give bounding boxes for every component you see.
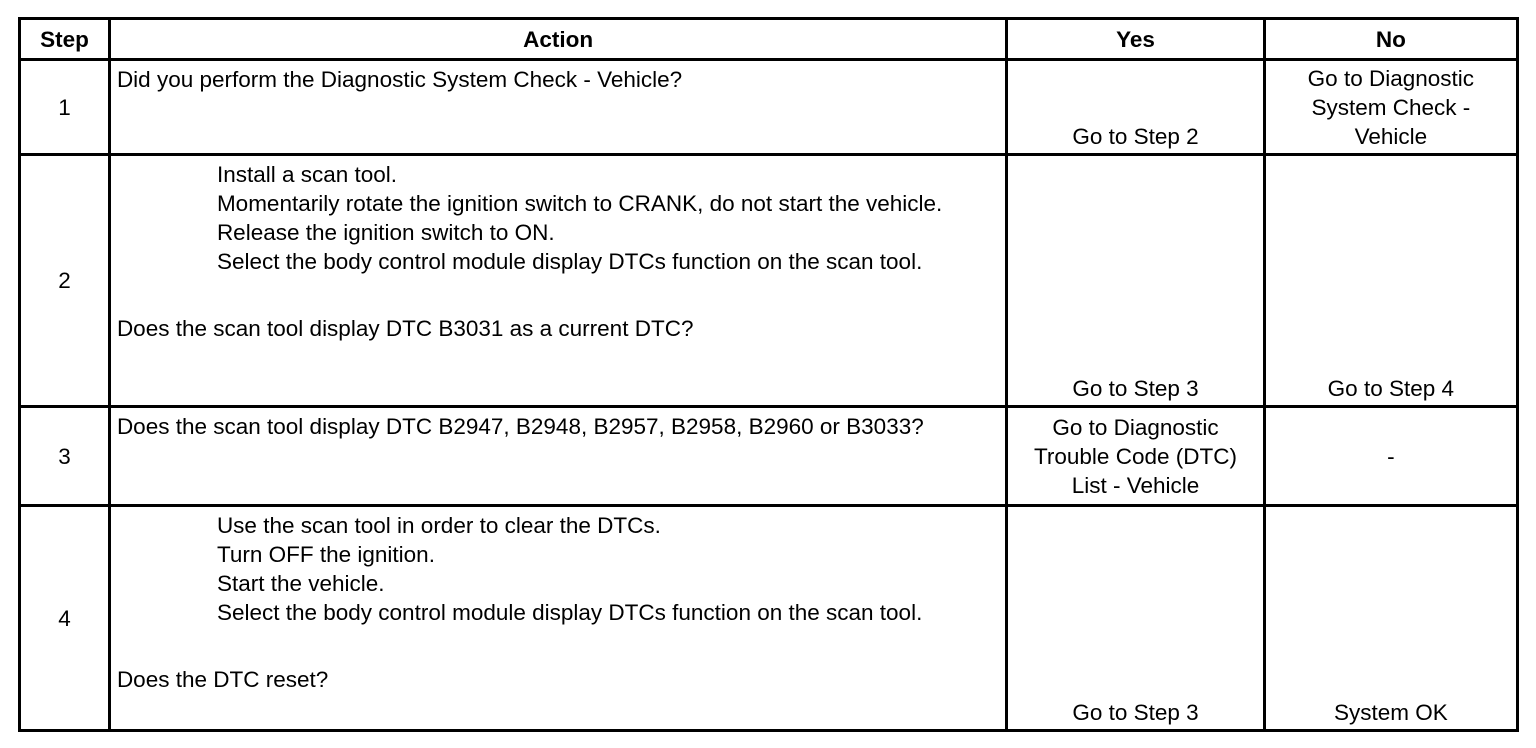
yes-result: Go to Diagnostic Trouble Code (DTC) List - Vehicle xyxy=(1007,407,1264,506)
action-substep: Use the scan tool in order to clear the DTCs. xyxy=(216,513,661,538)
table-header xyxy=(20,19,1518,60)
no-result: Go to Diagnostic System Check - Vehicle xyxy=(1264,60,1517,155)
action-substep: Select the body control module display DTCs function on the scan tool. xyxy=(216,600,923,625)
header-row xyxy=(20,19,1518,60)
action-cell xyxy=(109,407,1006,506)
no-result: - xyxy=(1264,407,1517,506)
no-result: Go to Step 4 xyxy=(1264,155,1517,407)
action-cell xyxy=(109,506,1006,731)
action-question: Did you perform the Diagnostic System Check - Vehicle? xyxy=(116,67,683,92)
action-substeps xyxy=(117,160,999,276)
yes-result: Go to Step 2 xyxy=(1007,60,1264,155)
step-number: 1 xyxy=(20,60,110,155)
step-number: 4 xyxy=(20,506,110,731)
action-substep: Start the vehicle. xyxy=(216,571,385,596)
table-body xyxy=(20,60,1518,731)
header-no: No xyxy=(1264,19,1517,60)
header-yes: Yes xyxy=(1007,19,1264,60)
action-substep: Release the ignition switch to ON. xyxy=(216,220,555,245)
action-substeps xyxy=(117,511,999,627)
table-row-step-2 xyxy=(20,155,1518,407)
table-row-step-4 xyxy=(20,506,1518,731)
header-action: Action xyxy=(109,19,1006,60)
diagnostic-table xyxy=(18,17,1519,732)
no-result: System OK xyxy=(1264,506,1517,731)
action-substep: Momentarily rotate the ignition switch to CRANK, do not start the vehicle. xyxy=(216,191,943,216)
header-step: Step xyxy=(20,19,110,60)
step-number: 2 xyxy=(20,155,110,407)
yes-result: Go to Step 3 xyxy=(1007,155,1264,407)
table-row-step-1 xyxy=(20,60,1518,155)
action-question: Does the DTC reset? xyxy=(116,667,329,692)
step-number: 3 xyxy=(20,407,110,506)
yes-result: Go to Step 3 xyxy=(1007,506,1264,731)
action-cell xyxy=(109,60,1006,155)
table-row-step-3 xyxy=(20,407,1518,506)
action-substep: Turn OFF the ignition. xyxy=(216,542,435,567)
action-question: Does the scan tool display DTC B3031 as a current DTC? xyxy=(116,316,694,341)
action-question: Does the scan tool display DTC B2947, B2948, B2957, B2958, B2960 or B3033? xyxy=(116,414,924,439)
action-substep: Select the body control module display DTCs function on the scan tool. xyxy=(216,249,923,274)
action-cell xyxy=(109,155,1006,407)
action-substep: Install a scan tool. xyxy=(216,162,398,187)
